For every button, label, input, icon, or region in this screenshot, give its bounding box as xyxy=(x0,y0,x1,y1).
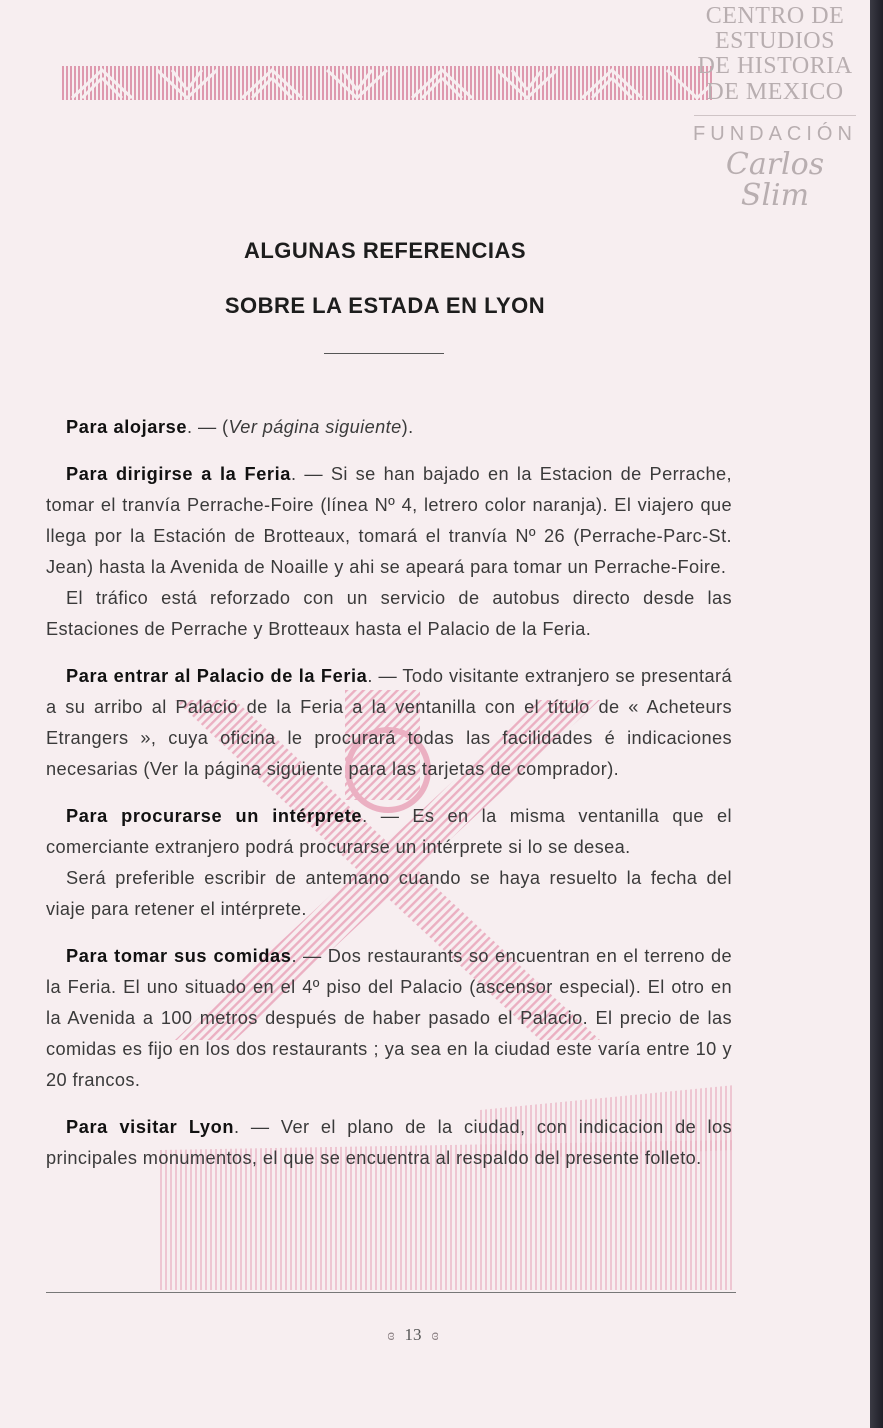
section-heading-visitar: Para visitar Lyon xyxy=(66,1117,235,1137)
section-heading-comidas: Para tomar sus comidas xyxy=(66,946,292,966)
watermark-line-2: ESTUDIOS xyxy=(714,28,835,55)
section-heading-dirigirse: Para dirigirse a la Feria xyxy=(66,464,291,484)
section-entrar xyxy=(46,661,732,785)
book-spine-edge xyxy=(870,0,883,1428)
section-body-interprete: . — Es en la misma ventanilla que el comerciante extranjero podrá procurarse un intérprete si lo se desea. xyxy=(46,806,732,857)
page-number-footer xyxy=(0,1325,826,1345)
watermark-line-1: CENTRO DE xyxy=(705,3,845,29)
cross-reference: Ver página siguiente xyxy=(228,417,402,437)
section-heading-interprete: Para procurarse un intérprete xyxy=(66,806,363,826)
ornament-right-icon: ɞ xyxy=(431,1327,439,1344)
section-comidas xyxy=(46,941,732,1096)
section-dirigirse xyxy=(46,459,732,583)
section-interprete xyxy=(46,801,732,863)
section-alojarse xyxy=(46,412,732,443)
footer-divider xyxy=(46,1292,736,1293)
body-text xyxy=(46,412,732,1174)
section-heading-alojarse: Para alojarse xyxy=(66,417,188,437)
page-title-line-1: ALGUNAS REFERENCIAS xyxy=(243,238,527,263)
section-body-dirigirse: . — Si se han bajado en la Estacion de Perrache, tomar el tranvía Perrache-Foire (línea Nº 4, letrero color naranja). El viajero que llega por la Estación de Brotteaux, tomará el tranvía Nº 26 (Perrache-Parc-St. Jean) hasta la Avenida de Noaille y ahi se apeará para tomar un Perrache-Foire. xyxy=(46,464,732,577)
section-body-visitar: . — Ver el plano de la ciudad, con indicacion de los principales monumentos, el que se encuentra al respaldo del presente folleto. xyxy=(46,1117,732,1168)
ornament-left-icon: ɞ xyxy=(387,1327,395,1344)
watermark-foundation: FUNDACIÓN xyxy=(693,122,857,145)
page-title-line-2: SOBRE LA ESTADA EN LYON xyxy=(224,293,546,318)
section-interprete-para2: Será preferible escribir de antemano cuando se haya resuelto la fecha del viaje para retener el intérprete. xyxy=(46,868,732,919)
watermark-line-3: DE HISTORIA xyxy=(697,53,853,80)
watermark-line-4: DE MEXICO xyxy=(706,78,844,105)
watermark-signature: Carlos Slim xyxy=(725,146,825,214)
section-dirigirse-para2: El tráfico está reforzado con un servicio de autobus directo desde las Estaciones de Perrache y Brotteaux hasta el Palacio de la Feria. xyxy=(46,588,732,639)
separator: . — ( xyxy=(187,417,229,437)
page-number: 13 xyxy=(404,1325,422,1344)
section-visitar xyxy=(46,1112,732,1174)
section-heading-entrar: Para entrar al Palacio de la Feria xyxy=(66,666,368,686)
closing-punctuation: ). xyxy=(401,417,414,437)
section-body-comidas: . — Dos restaurants so encuentran en el terreno de la Feria. El uno situado en el 4º piso del Palacio (ascensor especial). El otro en la Avenida a 100 metros después de haber pasado el Palacio. El precio de las comidas es fijo en los dos restaurants ; ya sea en la ciudad este varía entre 10 y 20 francos. xyxy=(46,946,732,1090)
section-body-entrar: . — Todo visitante extranjero se presentará a su arribo al Palacio de la Feria a la ventanilla con el título de « Acheteurs Etrangers », cuya oficina le procurará todas las facilidades é indicaciones necesarias (Ver la página siguiente para las tarjetas de comprador). xyxy=(46,666,732,779)
